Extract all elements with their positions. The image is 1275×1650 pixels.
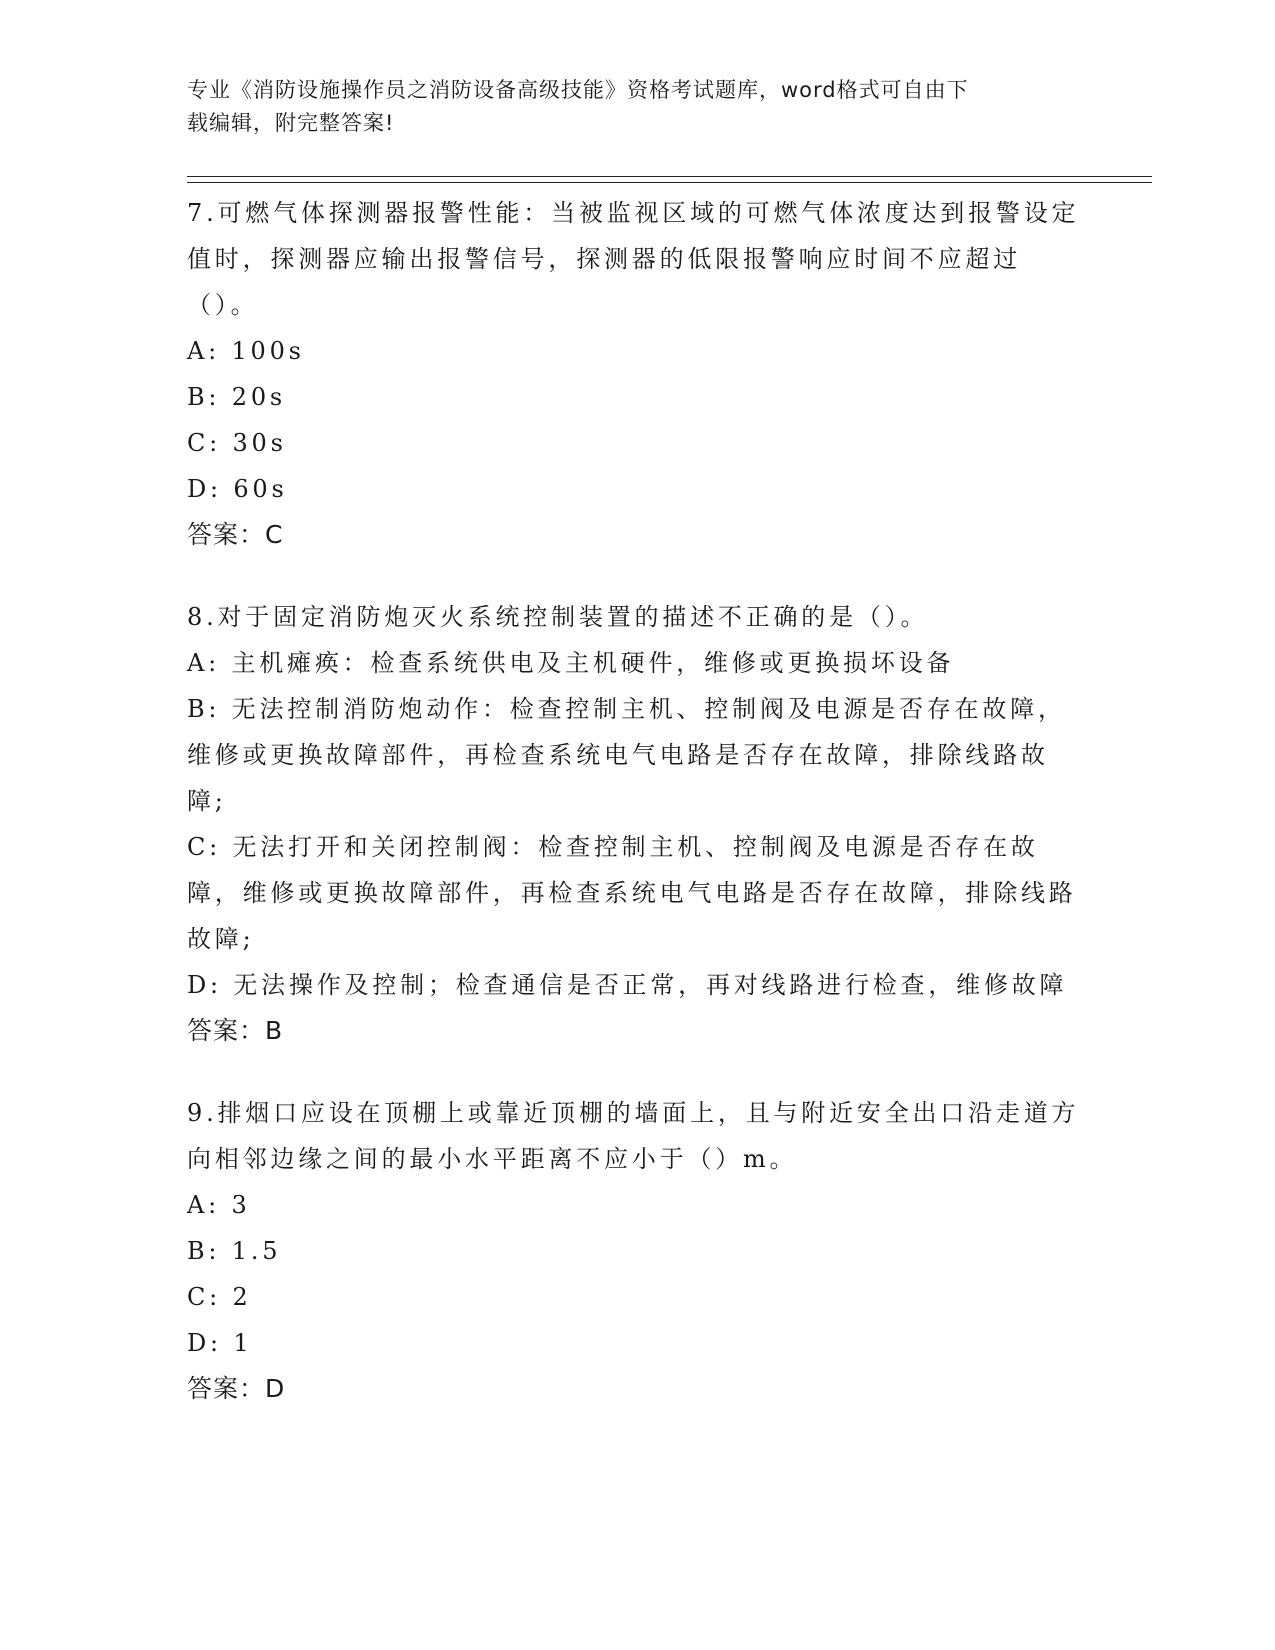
answer-line: 答案：D [187,1374,286,1403]
option-a: A: 3 [187,1191,251,1219]
document-header [187,74,1067,140]
question-stem: 7.可燃气体探测器报警性能：当被监视区域的可燃气体浓度达到报警设定值时，探测器应输出报警信号，探测器的低限报警响应时间不应超过（）。 [187,199,1080,319]
option-b: B: 1.5 [187,1237,282,1265]
header-line-2: 载编辑，附完整答案! [187,111,395,135]
option-b: B: 20s [187,383,287,411]
option-c: C: 无法打开和关闭控制阀：检查控制主机、控制阀及电源是否存在故障，维修或更换故障部件，再检查系统电气电路是否存在故障，排除线路故障; [187,833,1077,953]
question-stem: 9.排烟口应设在顶棚上或靠近顶棚的墙面上，且与附近安全出口沿走道方向相邻边缘之间的最小水平距离不应小于（）m。 [187,1099,1080,1173]
option-a: A: 100s [187,337,305,365]
header-divider-bottom [187,182,1152,183]
answer-line: 答案：B [187,1016,284,1045]
question-9 [187,1090,1087,1412]
option-d: D: 1 [187,1329,253,1357]
header-divider-top [187,176,1152,177]
question-7 [187,190,1087,558]
option-c: C: 2 [187,1283,252,1311]
option-d: D: 无法操作及控制；检查通信是否正常，再对线路进行检查，维修故障 [187,971,1068,999]
option-b: B: 无法控制消防炮动作：检查控制主机、控制阀及电源是否存在故障，维修或更换故障部件，再检查系统电气电路是否存在故障，排除线路故障; [187,695,1066,815]
option-a: A: 主机瘫痪：检查系统供电及主机硬件，维修或更换损坏设备 [187,649,955,677]
question-stem: 8.对于固定消防炮灭火系统控制装置的描述不正确的是（）。 [187,603,929,631]
question-list [187,190,1087,1448]
answer-line: 答案：C [187,520,284,549]
question-8 [187,594,1087,1054]
option-c: C: 30s [187,429,287,457]
header-line-1: 专业《消防设施操作员之消防设备高级技能》资格考试题库，word格式可自由下 [187,78,969,102]
option-d: D: 60s [187,475,288,503]
